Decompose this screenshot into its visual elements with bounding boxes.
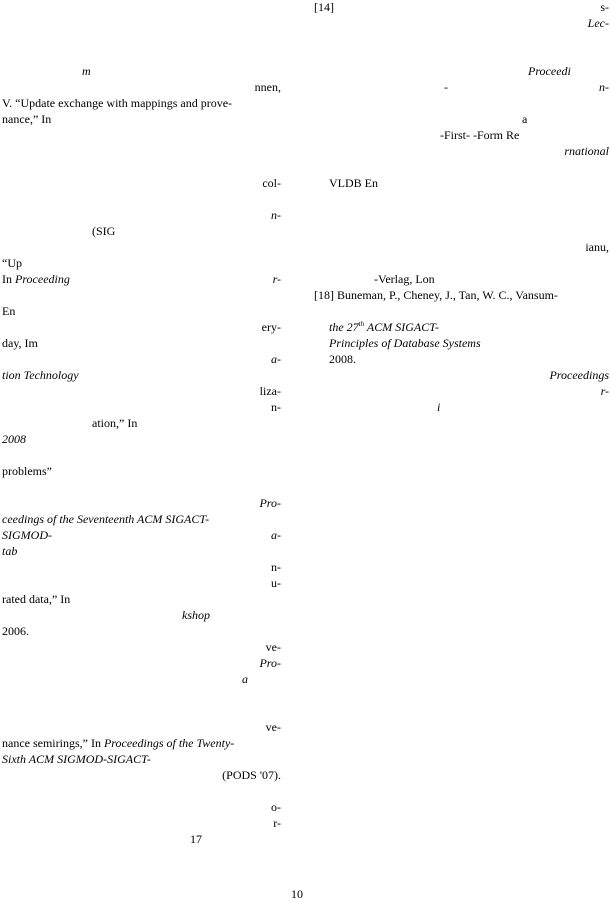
left-text-fragment: kshop [182, 608, 210, 622]
page-number: 10 [291, 887, 303, 901]
left-text-fragment: Pro- [259, 656, 281, 670]
left-text-fragment: nance semirings,” In Proceedings of the Twenty- [2, 736, 235, 750]
left-text-fragment: Sixth ACM SIGMOD-SIGACT- [2, 752, 151, 766]
left-text-fragment: 2006. [2, 624, 29, 638]
left-text-fragment: tion Technology [2, 368, 79, 382]
right-text-fragment: -Verlag, Lon [374, 272, 435, 286]
left-text-fragment: Pro- [259, 496, 281, 510]
left-text-fragment: col- [262, 176, 281, 190]
right-text-fragment: - [444, 80, 448, 94]
left-text-fragment: (SIG [92, 224, 116, 238]
left-text-fragment: ve- [265, 640, 281, 654]
left-text-fragment: V. “Update exchange with mappings and prove- [2, 96, 233, 110]
right-text-fragment: a [522, 112, 528, 126]
right-text-fragment: n- [599, 80, 609, 94]
right-text-fragment: the 27th ACM SIGACT- [329, 320, 440, 334]
left-text-fragment: ve- [265, 720, 281, 734]
left-text-fragment: En [2, 304, 16, 318]
right-text-fragment: VLDB En [329, 176, 378, 190]
right-text-fragment: [18] Buneman, P., Cheney, J., Tan, W. C., Vansum- [314, 288, 558, 302]
right-text-fragment: s- [600, 0, 609, 14]
right-text-fragment: ianu, [585, 240, 609, 254]
left-text-fragment: ation,” In [92, 416, 138, 430]
right-text-fragment: 2008. [329, 352, 356, 366]
left-text-fragment: m [82, 64, 91, 78]
left-text-fragment: (PODS '07). [222, 768, 281, 782]
left-text-fragment: ery- [261, 320, 281, 334]
left-text-fragment: n- [271, 208, 281, 222]
right-text-fragment: i [437, 400, 441, 414]
right-text-fragment: [14] [314, 0, 334, 14]
left-text-fragment: nnen, [254, 80, 281, 94]
left-text-fragment: 2008 [2, 432, 26, 446]
right-text-fragment: Proceedings [549, 368, 609, 382]
left-text-fragment: day, Im [2, 336, 38, 350]
left-text-fragment: o- [271, 800, 281, 814]
left-text-fragment: r- [273, 816, 281, 830]
right-text-fragment: Proceedi [528, 64, 571, 78]
left-text-fragment: u- [271, 576, 281, 590]
left-text-fragment: ceedings of the Seventeenth ACM SIGACT- [2, 512, 210, 526]
left-text-fragment: SIGMOD- [2, 528, 52, 542]
left-text-fragment: tab [2, 544, 18, 558]
right-text-fragment: rnational [564, 144, 609, 158]
left-text-fragment: nance,” In [2, 112, 52, 126]
left-text-fragment: r- [272, 272, 281, 286]
right-text-fragment: r- [600, 384, 609, 398]
left-text-fragment: problems” [2, 464, 52, 478]
left-text-fragment: liza- [259, 384, 281, 398]
left-text-fragment: In Proceeding [2, 272, 70, 286]
left-text-fragment: “Up [2, 256, 22, 270]
right-text-fragment: -First- -Form Re [440, 128, 520, 142]
left-text-fragment: a [242, 672, 248, 686]
left-text-fragment: a- [271, 528, 281, 542]
left-text-fragment: 17 [190, 832, 202, 846]
left-text-fragment: n- [271, 560, 281, 574]
right-text-fragment: Lec- [587, 16, 609, 30]
right-text-fragment: Principles of Database Systems [329, 336, 481, 350]
left-text-fragment: a- [271, 352, 281, 366]
left-text-fragment: n- [271, 400, 281, 414]
left-text-fragment: rated data,” In [2, 592, 71, 606]
